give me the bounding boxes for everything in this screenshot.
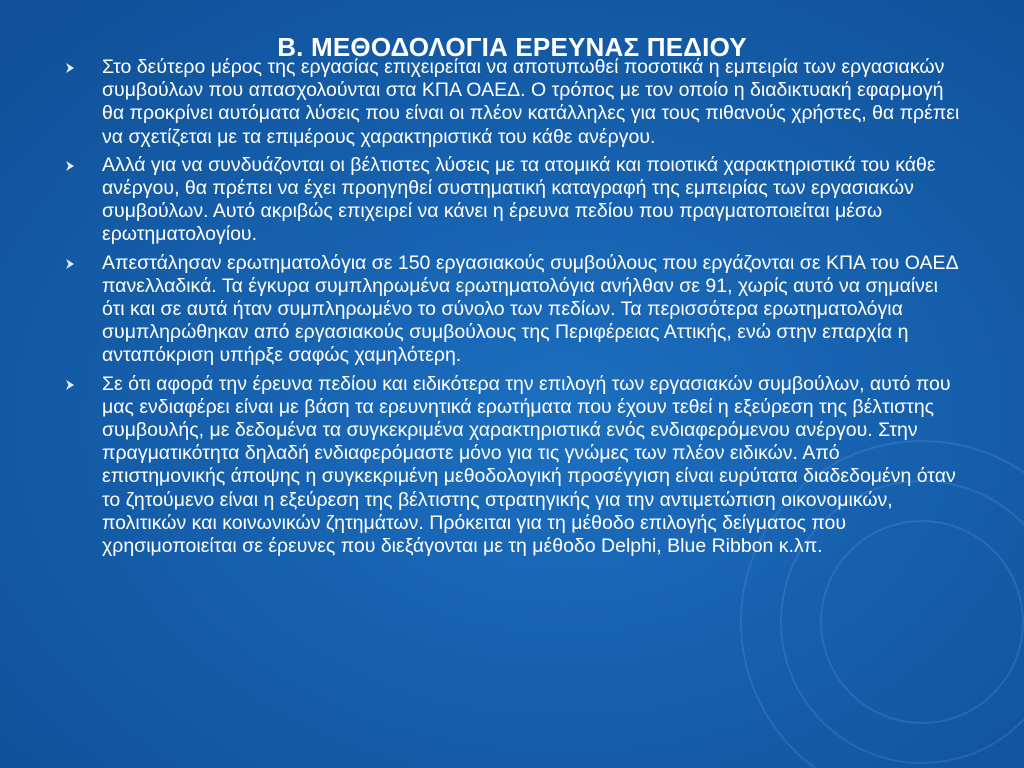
bullet-item	[64, 373, 964, 559]
bullet-list	[64, 56, 964, 563]
bullet-text: Απεστάλησαν ερωτηματολόγια σε 150 εργασιακούς συμβούλους που εργάζονται σε ΚΠΑ του ΟΑΕΔ πανελλαδικά. Τα έγκυρα συμπληρωμένα ερωτηματολόγια ανήλθαν σε 91, χωρίς αυτό να σημαίνει ότι και σε αυτά ήταν συμπληρωμένο το σύνολο των πεδίων. Τα περισσότερα ερωτηματολόγια συμπληρώθηκαν από εργασιακούς συμβούλους της Περιφέρειας Αττικής, ενώ στην επαρχία η ανταπόκριση υπήρξε σαφώς χαμηλότερη.	[102, 251, 958, 367]
arrow-bullet-icon	[64, 62, 76, 74]
slide-title: Β. ΜΕΘΟΔΟΛΟΓΙΑ ΕΡΕΥΝΑΣ ΠΕΔΙΟΥ	[277, 32, 747, 62]
arrow-bullet-icon	[64, 258, 76, 270]
bullet-text: Στο δεύτερο μέρος της εργασίας επιχειρείται να αποτυπωθεί ποσοτικά η εμπειρία των εργασιακών συμβούλων που απασχολούνται στα ΚΠΑ ΟΑΕΔ. Ο τρόπος με τον οποίο η διαδικτυακή εφαρμογή θα προκρίνει αυτόματα λύσεις που είναι οι πλέον κατάλληλες για τους πιθανούς χρήστες, θα πρέπει να σχετίζεται με τα επιμέρους χαρακτηριστικά του κάθε ανέργου.	[102, 56, 960, 148]
bullet-text: Αλλά για να συνδυάζονται οι βέλτιστες λύσεις με τα ατομικά και ποιοτικά χαρακτηριστικά του κάθε ανέργου, θα πρέπει να έχει προηγηθεί συστηματική καταγραφή της εμπειρίας των εργασιακών συμβούλων. Αυτό ακριβώς επιχειρεί να κάνει η έρευνα πεδίου που πραγματοποιείται μέσω ερωτηματολογίου.	[102, 153, 936, 246]
bullet-text: Σε ότι αφορά την έρευνα πεδίου και ειδικότερα την επιλογή των εργασιακών συμβούλων, αυτό που μας ενδιαφέρει είναι με βάση τα ερευνητικά ερωτήματα που έχουν τεθεί η εξεύρεση της βέλτιστης συμβουλής, με δεδομένα τα συγκεκριμένα χαρακτηριστικά ενός ενδιαφερόμενου ανέργου. Στην πραγματικότητα δηλαδή ενδιαφερόμαστε μόνο για τις γνώμες των πλέον ειδικών. Από επιστημονικής άποψης η συγκεκριμένη μεθοδολογική προσέγγιση είναι ευρύτατα διαδεδομένη όταν το ζητούμενο είναι η εξεύρεση της βέλτιστης στρατηγικής για την αντιμετώπιση οικονομικών, πολιτικών και κοινωνικών ζητημάτων. Πρόκειται για τη μέθοδο επιλογής δείγματος που χρησιμοποιείται σε έρευνες που διεξάγονται με τη μέθοδο Delphi, Blue Ribbon κ.λπ.	[102, 372, 956, 558]
bullet-item	[64, 154, 964, 247]
arrow-bullet-icon	[64, 379, 76, 391]
bullet-item	[64, 252, 964, 368]
bullet-item	[64, 56, 964, 149]
arrow-bullet-icon	[64, 160, 76, 172]
